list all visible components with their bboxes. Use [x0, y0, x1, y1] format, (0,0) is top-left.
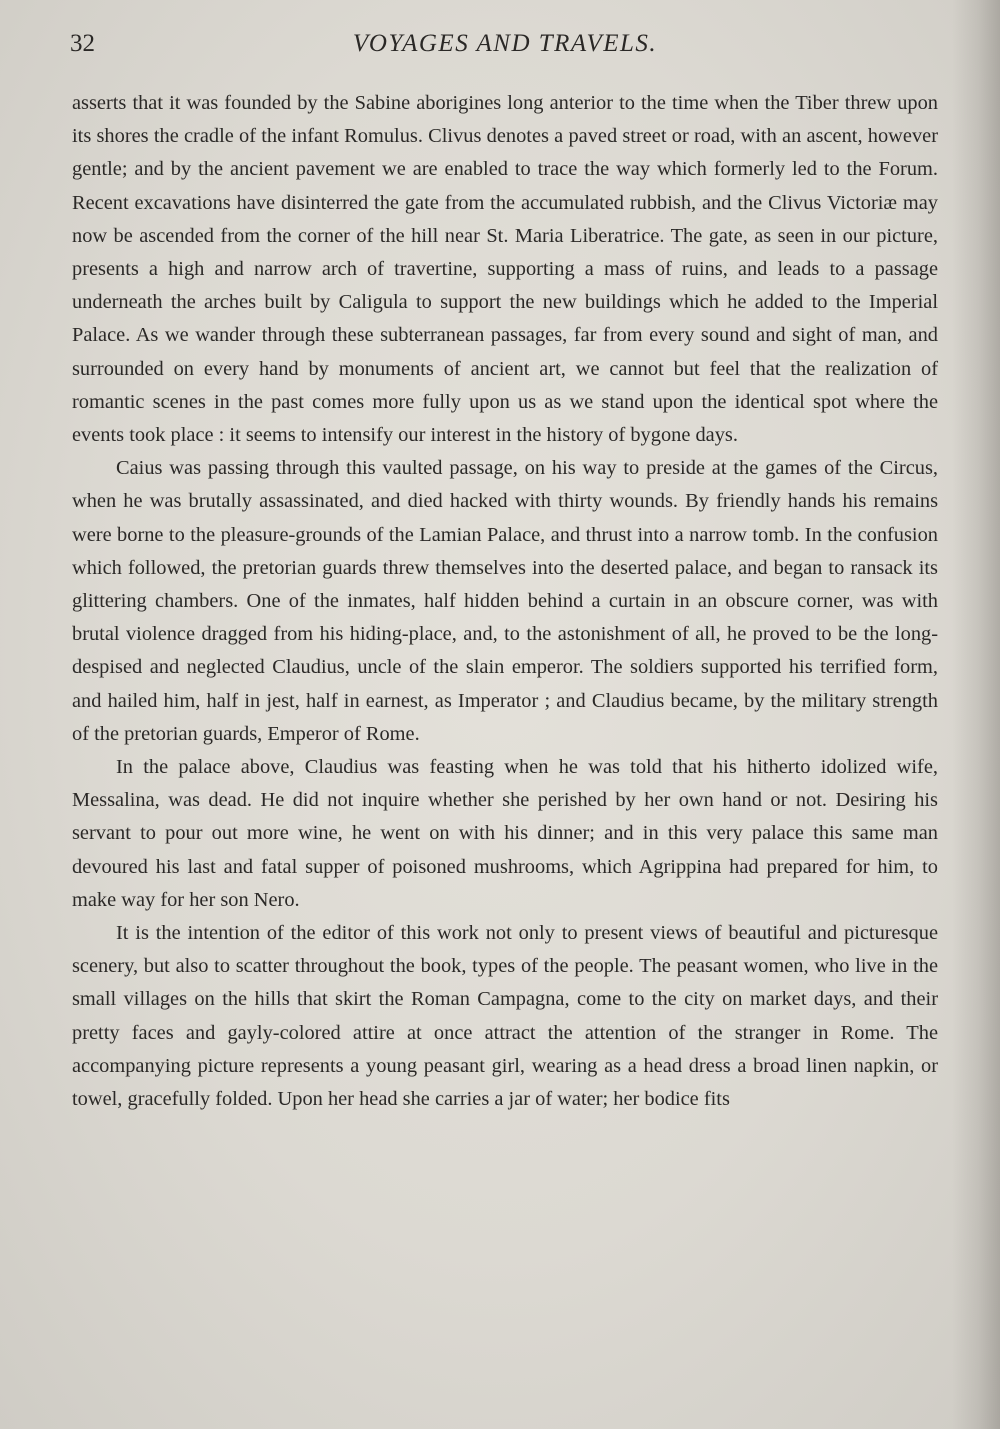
- paragraph-editor-intention: It is the intention of the editor of this work not only to present views of beautiful and picturesque scenery, but also to scatter throughout the book, types of the people. The peasant women, who live in the small villages on the hills that skirt the Roman Campagna, come to the city on market days, and their pretty faces and gayly-colored attire at once attract the attention of the stranger in Rome. The accompanying picture represents a young peasant girl, wearing as a head dress a broad linen napkin, or towel, gracefully folded. Upon her head she carries a jar of water; her bodice fits: [72, 922, 938, 1111]
- paragraph-continuation: asserts that it was founded by the Sabine aborigines long anterior to the time when the Tiber threw upon its shores the cradle of the infant Romulus. Clivus denotes a paved street or road, with an ascent, however gentle; and by the ancient pavement we are enabled to trace the way which formerly led to the Forum. Recent excavations have disinterred the gate from the accumulated rubbish, and the Clivus Victoriæ may now be ascended from the corner of the hill near St. Maria Liberatrice. The gate, as seen in our picture, presents a high and narrow arch of travertine, supporting a mass of ruins, and leads to a passage underneath the arches built by Caligula to support the new buildings which he added to the Imperial Palace. As we wander through these subterranean passages, far from every sound and sight of man, and surrounded on every hand by monuments of ancient art, we cannot but feel that the realization of romantic scenes in the past comes more fully upon us as we stand upon the identical spot where the events took place : it seems to intensify our interest in the history of bygone days.: [72, 92, 938, 447]
- running-title: VOYAGES AND TRAVELS.: [352, 30, 658, 57]
- paragraph-claudius-feasting: In the palace above, Claudius was feasting when he was told that his hitherto idolized wife, Messalina, was dead. He did not inquire whether she perished by her own hand or not. Desiring his servant to pour out more wine, he went on with his dinner; and in this very palace this same man devoured his last and fatal supper of poisoned mushrooms, which Agrippina had prepared for him, to make way for her son Nero.: [72, 756, 938, 911]
- body-text: [72, 87, 938, 1116]
- page-number: 32: [70, 30, 95, 57]
- page-header: [70, 30, 940, 66]
- page-edge-shadow: [952, 0, 1000, 1429]
- paragraph-caius: Caius was passing through this vaulted passage, on his way to preside at the games of the Circus, when he was brutally assassinated, and died hacked with thirty wounds. By friendly hands his remains were borne to the pleasure-grounds of the Lamian Palace, and thrust into a narrow tomb. In the confusion which followed, the pretorian guards threw themselves into the deserted palace, and began to ransack its glittering chambers. One of the inmates, half hidden behind a curtain in an obscure corner, was with brutal violence dragged from his hiding-place, and, to the astonishment of all, he proved to be the long-despised and neglected Claudius, uncle of the slain emperor. The soldiers supported his terrified form, and hailed him, half in jest, half in earnest, as Imperator ; and Claudius became, by the military strength of the pretorian guards, Emperor of Rome.: [72, 457, 938, 745]
